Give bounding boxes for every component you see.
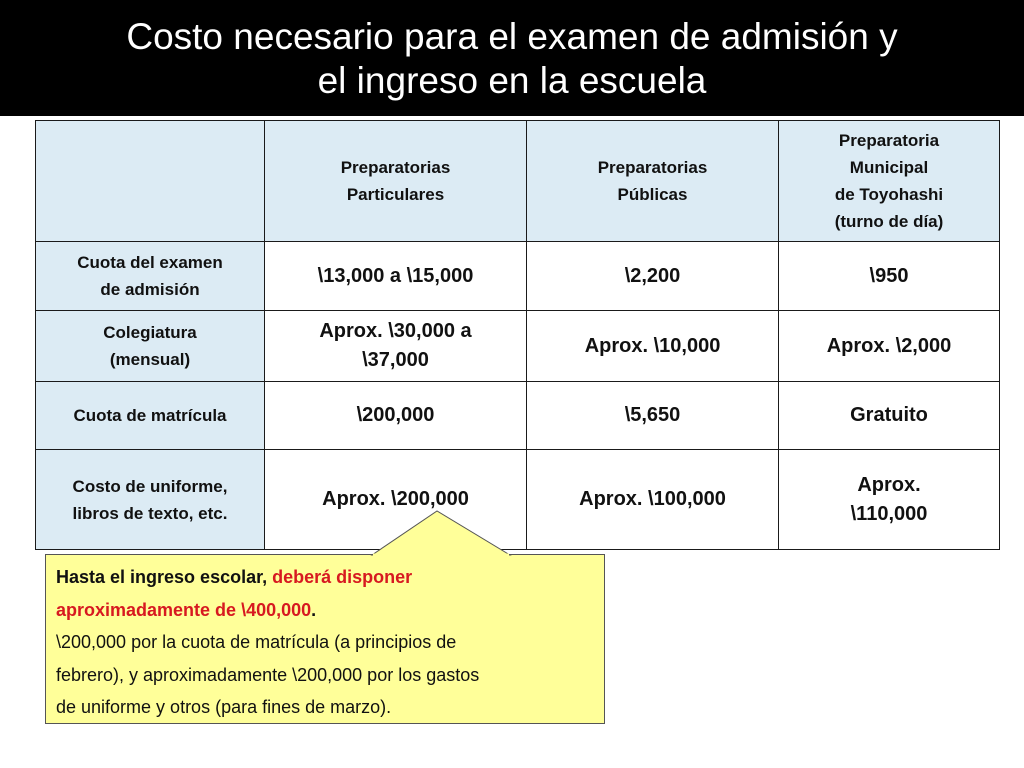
table-row-matricula: [36, 382, 1000, 450]
note-line-2: [56, 594, 594, 627]
row-label-line: libros de texto, etc.: [72, 503, 228, 523]
cell-uniforme-particular: Aprox. \200,000: [265, 450, 527, 550]
cell-colegiatura-publica: Aprox. \10,000: [527, 311, 779, 382]
header-line: Públicas: [617, 185, 688, 204]
cell-matricula-municipal: Gratuito: [779, 382, 1000, 450]
cell-uniforme-municipal: [779, 450, 1000, 550]
row-label-line: de admisión: [100, 280, 200, 299]
cell-examen-municipal: \950: [779, 242, 1000, 311]
cell-matricula-publica: \5,650: [527, 382, 779, 450]
header-line: Preparatorias: [340, 158, 451, 177]
note-intro: Hasta el ingreso escolar,: [56, 567, 273, 587]
note-line-3: \200,000 por la cuota de matrícula (a principios de: [56, 632, 457, 653]
note-highlight-1: deberá disponer: [272, 567, 413, 587]
page-title-line-1: Costo necesario para el examen de admisión y: [126, 16, 898, 57]
callout-note: [45, 554, 605, 724]
header-line: Municipal: [849, 158, 929, 177]
row-label-line: Cuota del examen: [77, 253, 223, 272]
table-row-uniforme: [36, 450, 1000, 550]
header-line: Preparatorias: [597, 158, 708, 177]
header-line: de Toyohashi: [834, 185, 944, 204]
row-label-uniforme: [36, 450, 265, 550]
header-publicas: [527, 121, 779, 242]
table-row-examen: [36, 242, 1000, 311]
cell-uniforme-publica: Aprox. \100,000: [527, 450, 779, 550]
note-line-4: febrero), y aproximadamente \200,000 por los gastos: [56, 664, 480, 685]
cell-line: \110,000: [850, 502, 928, 525]
cell-line: \37,000: [362, 349, 429, 371]
title-bar: [0, 0, 1024, 116]
note-line-1: [56, 561, 594, 594]
cell-matricula-particular: \200,000: [265, 382, 527, 450]
cell-line: Aprox. \30,000 a: [319, 320, 472, 342]
table-row-colegiatura: [36, 311, 1000, 382]
cell-examen-particular: \13,000 a \15,000: [265, 242, 527, 311]
cost-table: [35, 120, 1000, 550]
cell-line: Aprox.: [857, 473, 921, 496]
row-label-colegiatura: [36, 311, 265, 382]
cell-examen-publica: \2,200: [527, 242, 779, 311]
header-municipal: [779, 121, 1000, 242]
row-label-line: Colegiatura: [103, 323, 197, 342]
header-line: Preparatoria: [838, 131, 940, 150]
header-line: (turno de día): [834, 212, 944, 231]
table-header-row: [36, 121, 1000, 242]
note-highlight-2: aproximadamente de \400,000: [56, 599, 312, 620]
corner-cell: [36, 121, 265, 242]
row-label-line: (mensual): [109, 350, 191, 369]
note-period: .: [311, 599, 317, 620]
row-label-matricula: Cuota de matrícula: [36, 382, 265, 450]
row-label-line: Costo de uniforme,: [72, 476, 228, 496]
header-particulares: [265, 121, 527, 242]
header-line: Particulares: [346, 185, 445, 204]
row-label-examen: [36, 242, 265, 311]
cell-colegiatura-particular: [265, 311, 527, 382]
cell-colegiatura-municipal: Aprox. \2,000: [779, 311, 1000, 382]
note-line-5: de uniforme y otros (para fines de marzo).: [56, 697, 392, 718]
page-title-line-2: el ingreso en la escuela: [317, 60, 707, 101]
